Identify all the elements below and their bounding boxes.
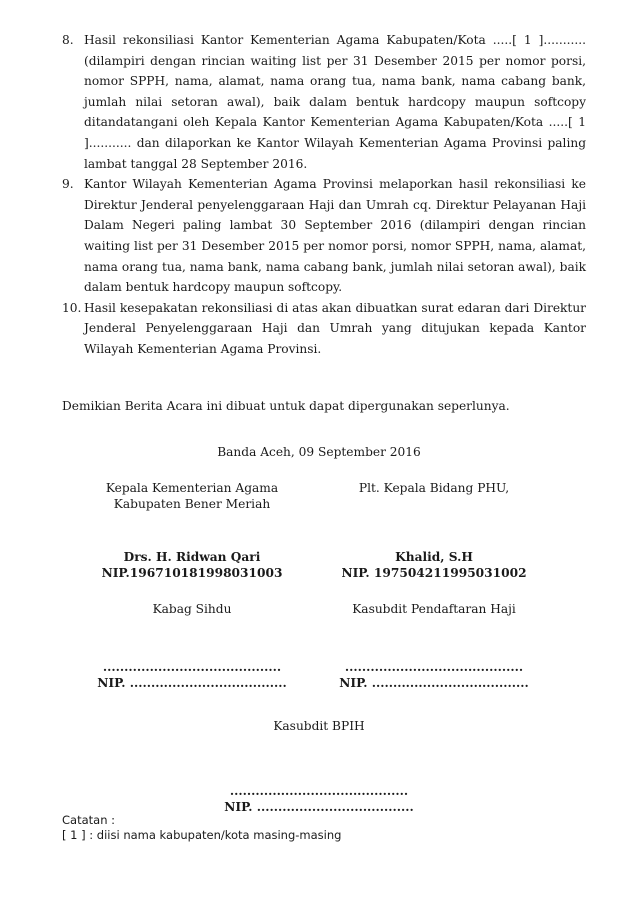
notes-heading: Catatan :	[62, 813, 116, 827]
right-name-dots: ..........................................	[344, 660, 524, 674]
center-signatory-title: Kasubdit BPIH	[273, 719, 365, 733]
item-number: 9.	[62, 177, 74, 192]
center-name-dots: ..........................................	[229, 784, 409, 798]
list-item-8	[62, 30, 586, 174]
right-title-line1: Plt. Kepala Bidang PHU,	[358, 481, 510, 495]
item-number: 8.	[62, 33, 74, 47]
left-title-line2: Kabupaten Bener Meriah	[113, 497, 271, 511]
list-item-9	[62, 174, 586, 298]
right-signatory-title	[324, 480, 544, 496]
right-signature-blank	[324, 659, 544, 691]
left-name-dots: ..........................................	[102, 660, 282, 674]
left-signatory-name: Drs. H. Ridwan Qari	[123, 550, 261, 564]
item-number: 10.	[62, 300, 82, 315]
right-signatory-name: Khalid, S.H	[395, 550, 473, 564]
place-date: Banda Aceh, 09 September 2016	[217, 445, 421, 459]
notes-section	[62, 813, 341, 843]
item-text: Kantor Wilayah Kementerian Agama Provinsi melaporkan hasil rekonsiliasi ke Direktur Jenderal penyelenggaraan Haji dan Umrah cq. Direktur Pelayanan Haji Dalam Negeri paling lambat 30 September 2016 (dilampiri dengan rincian waiting list per 31 Desember 2015 per nomor porsi, nomor SPPH, nama, alamat, nama orang tua, nama bank, nama cabang bank, jumlah nilai setoran awal), baik dalam bentuk hardcopy maupun softcopy.	[84, 177, 586, 295]
center-signature-blank	[0, 783, 638, 815]
right-signatory-nip: NIP. 197504211995031002	[341, 566, 527, 580]
numbered-list	[62, 30, 586, 360]
left-nip-blank: NIP. .....................................	[97, 676, 287, 690]
left-title-line1: Kepala Kementerian Agama	[105, 481, 279, 495]
left-signatory-title	[82, 480, 302, 512]
left-signatory-name-block	[82, 549, 302, 581]
left-signatory-title2: Kabag Sihdu	[152, 602, 232, 616]
list-item-10	[62, 298, 586, 360]
right-signatory-name-block	[324, 549, 544, 581]
notes-line: [ 1 ] : diisi nama kabupaten/kota masing-masing	[62, 828, 342, 842]
right-nip-blank: NIP. .....................................	[339, 676, 529, 690]
center-signature-inner	[224, 783, 413, 815]
left-signature-blank	[82, 659, 302, 691]
item-text: Hasil rekonsiliasi Kantor Kementerian Agama Kabupaten/Kota .....[ 1 ]........... (dilampiri dengan rincian waiting list per 31 Desember 2015 per nomor porsi, nomor SPPH, nama, alamat, nama orang tua, nama bank, nama cabang bank, jumlah nilai setoran awal), baik dalam bentuk hardcopy maupun softcopy ditandatangani oleh Kepala Kantor Kementerian Agama Kabupaten/Kota .....[ 1 ]........... dan dilaporkan ke Kantor Wilayah Kementerian Agama Provinsi paling lambat tanggal 28 September 2016.	[84, 33, 586, 171]
left-signatory-nip: NIP.196710181998031003	[101, 566, 283, 580]
closing-statement: Demikian Berita Acara ini dibuat untuk dapat dipergunakan seperlunya.	[62, 399, 510, 413]
right-signatory-title2: Kasubdit Pendaftaran Haji	[352, 602, 516, 616]
item-text: Hasil kesepakatan rekonsiliasi di atas akan dibuatkan surat edaran dari Direktur Jenderal Penyelenggaraan Haji dan Umrah yang ditujukan kepada Kantor Wilayah Kementerian Agama Provinsi.	[84, 300, 586, 356]
center-nip-blank: NIP. .....................................	[224, 800, 414, 814]
